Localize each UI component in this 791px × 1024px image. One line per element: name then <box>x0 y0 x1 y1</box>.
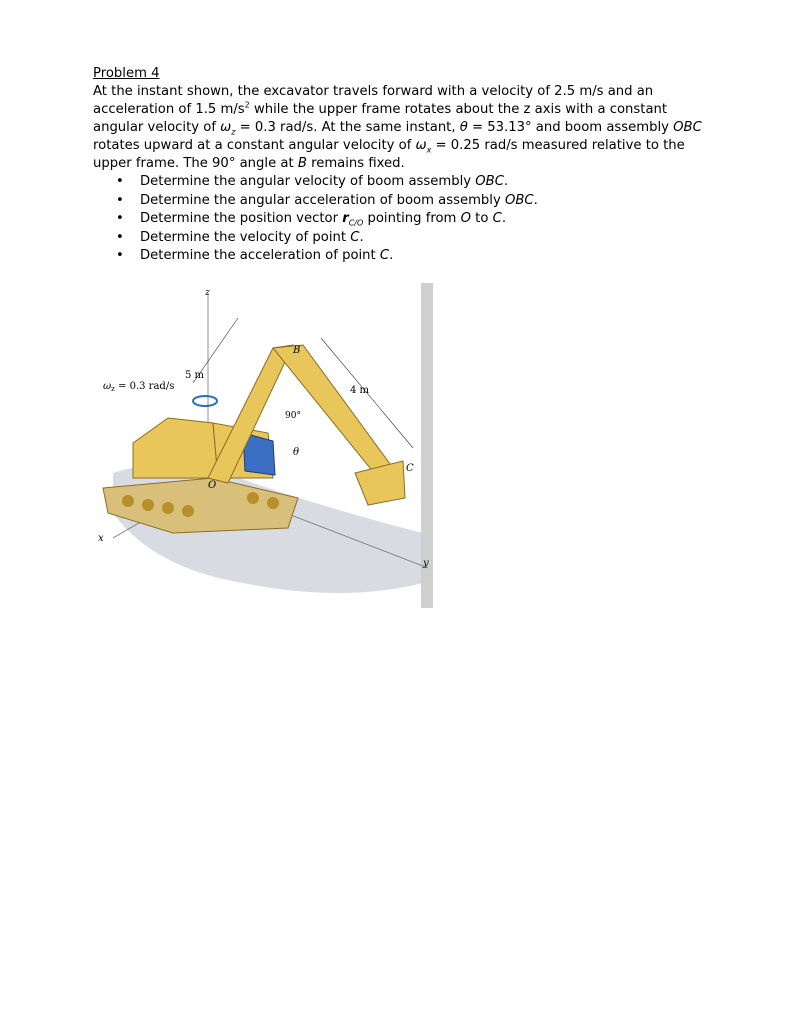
engine-housing <box>133 418 218 478</box>
statement-part: = 0.3 rad/s. At the same instant, <box>235 120 460 135</box>
problem-statement <box>93 83 713 173</box>
omega-symbol: ω <box>415 138 427 153</box>
task-emphasis: O <box>460 211 471 227</box>
task-emphasis: OBC <box>504 192 534 208</box>
task-emphasis: C <box>492 211 502 227</box>
b-label: B <box>297 156 307 171</box>
statement-part: = 53.13° and boom assembly <box>467 120 674 135</box>
task-item <box>93 229 713 248</box>
task-list <box>93 173 713 266</box>
task-tail: . <box>533 192 538 208</box>
point-b-label: B <box>293 345 301 356</box>
task-emphasis: C <box>379 248 390 264</box>
statement-part: rotates upward at a constant angular velocity of <box>93 138 416 153</box>
y-axis-label: y <box>423 558 429 569</box>
problem-heading: Problem 4 <box>93 66 160 81</box>
statement-part: At the instant shown, the excavator travels forward with a velocity of 2.5 m/s and an acceleration of 1.5 m/s <box>93 84 654 117</box>
statement-part: while the upper frame rotates about the z axis with a constant angular velocity of <box>93 102 668 135</box>
task-subscript: C/O <box>348 218 364 228</box>
task-item <box>93 173 713 192</box>
omega-symbol: ω <box>220 120 232 135</box>
task-tail: . <box>501 211 507 227</box>
task-emphasis: r <box>342 211 349 227</box>
task-text: Determine the position vector <box>140 211 343 227</box>
point-o-label: O <box>208 480 217 491</box>
statement-part: remains fixed. <box>306 156 405 171</box>
statement-part: = 0.25 rad/s measured relative to the upper frame. The 90° angle at <box>93 138 685 171</box>
z-axis-label: z <box>205 288 210 298</box>
point-c-label: C <box>406 463 414 474</box>
task-text: pointing from <box>363 211 461 227</box>
bucket <box>355 461 405 505</box>
omega-subscript: x <box>426 145 432 155</box>
task-text: to <box>470 211 493 227</box>
task-text: Determine the angular velocity of boom assembly <box>140 174 476 189</box>
theta-label: θ <box>293 447 300 458</box>
dim-4m-label: 4 m <box>350 385 370 396</box>
obc-label: OBC <box>673 120 702 135</box>
task-tail: . <box>389 248 394 264</box>
dim-5m-label: 5 m <box>185 370 205 381</box>
task-text: Determine the acceleration of point <box>140 248 380 264</box>
rotation-arrow <box>193 396 217 406</box>
angle-90-label: 90° <box>285 411 301 421</box>
task-emphasis: C <box>350 229 360 245</box>
omega-subscript: z <box>231 127 236 137</box>
task-text: Determine the velocity of point <box>140 229 351 245</box>
task-text: Determine the angular acceleration of boom assembly <box>140 192 505 208</box>
superscript: 2 <box>244 100 250 110</box>
theta-symbol: θ <box>459 120 468 135</box>
task-item <box>93 192 713 211</box>
task-item <box>93 210 713 229</box>
task-item <box>93 247 713 266</box>
problem-text <box>93 65 713 266</box>
excavator-diagram <box>93 283 433 608</box>
task-emphasis: OBC <box>475 174 504 189</box>
x-axis-label: x <box>98 533 104 544</box>
task-tail: . <box>359 229 364 245</box>
task-tail: . <box>503 174 509 189</box>
excavator-figure <box>93 283 433 608</box>
omega-z-label: $\omega_z = 0.3$ rad/s <box>103 381 175 393</box>
